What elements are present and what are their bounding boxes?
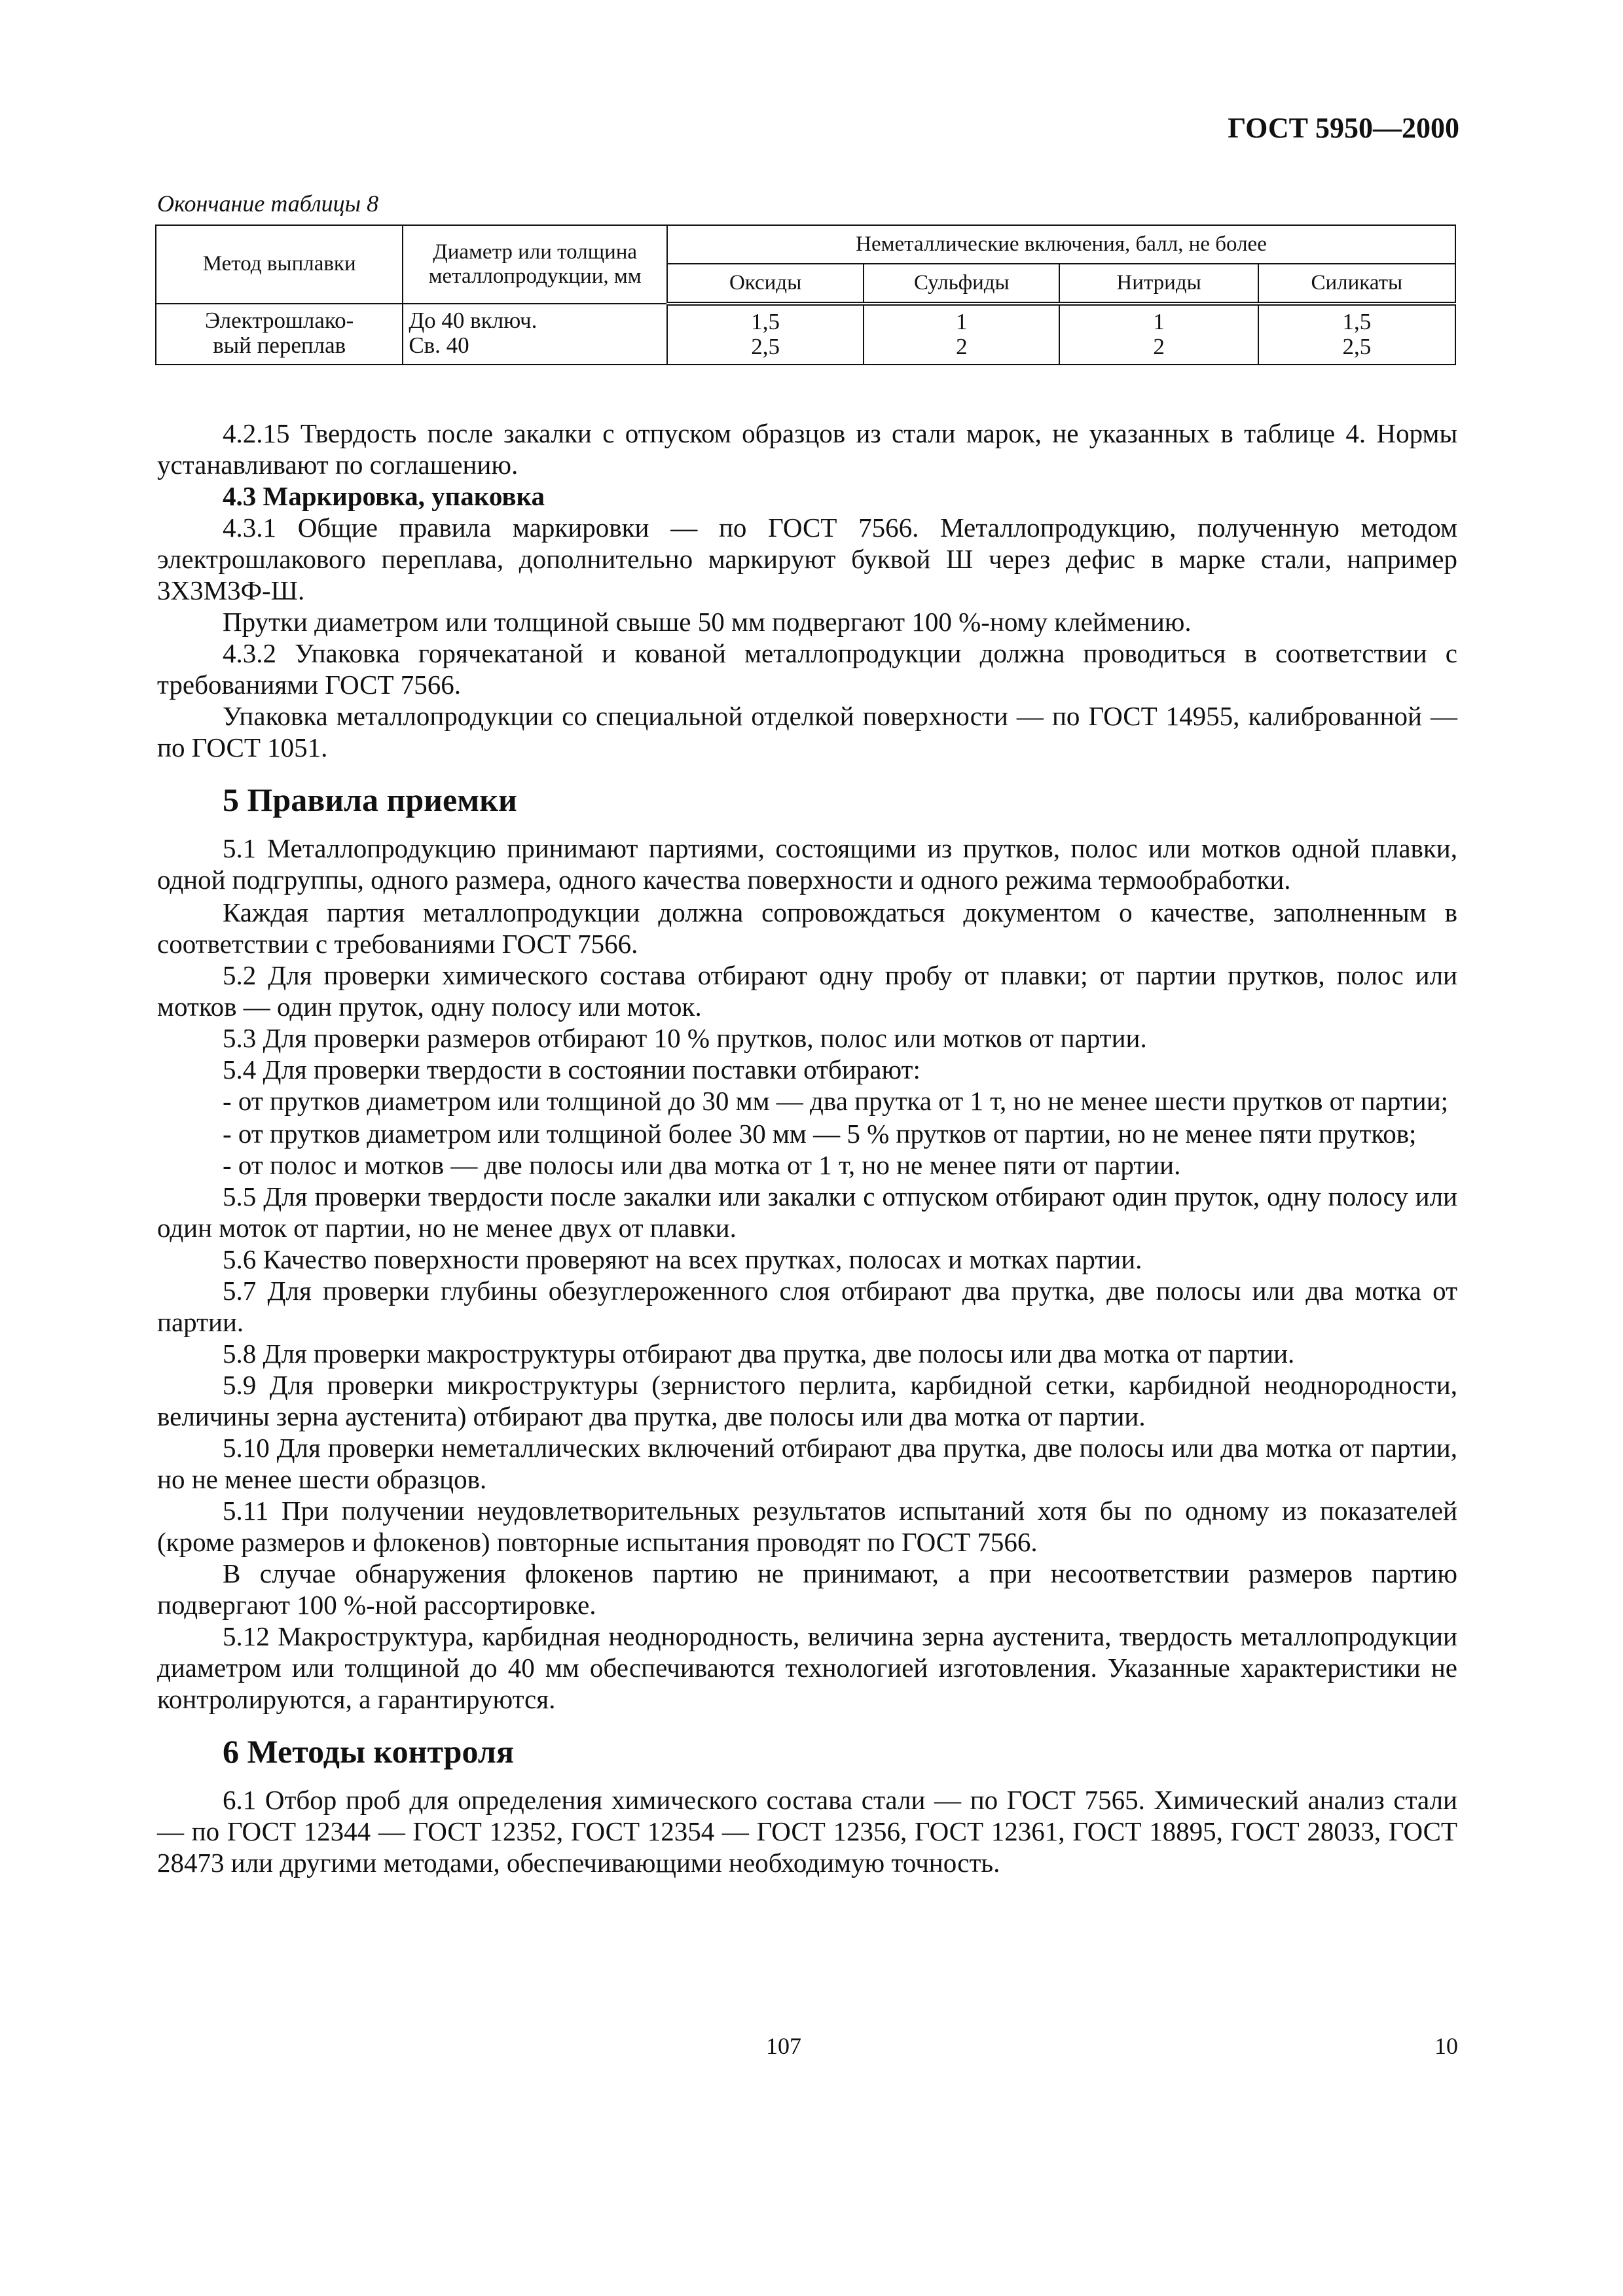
- header-diameter: Диаметр или толщина металлопродукции, мм: [403, 225, 667, 304]
- header-inclusions: Неметаллические включения, балл, не более: [667, 225, 1455, 264]
- header-silicates: Силикаты: [1258, 264, 1455, 304]
- value: 1: [1153, 308, 1165, 334]
- value: 1,5: [1342, 308, 1372, 334]
- value: 2,5: [751, 334, 780, 360]
- diameter-line: До 40 включ.: [409, 307, 538, 333]
- document-body: [157, 418, 1457, 1878]
- header-method: Метод выплавки: [156, 225, 403, 304]
- paragraph-4-2-15: 4.2.15 Твердость после закалки с отпуском образцов из стали марок, не указанных в таблице 4. Нормы устанавливают по соглашению.: [157, 418, 1457, 480]
- cell-sulfides: [864, 304, 1059, 365]
- cell-silicates: [1258, 304, 1455, 365]
- standard-number: ГОСТ 5950—2000: [1228, 112, 1459, 144]
- method-line: Электрошлако-: [205, 307, 354, 333]
- page-number-center: 107: [766, 2033, 801, 2059]
- list-item: - от прутков диаметром или толщиной до 30 мм — два прутка от 1 т, но не менее шести прутков от партии;: [223, 1086, 1449, 1116]
- paragraph-5-3: 5.3 Для проверки размеров отбирают 10 % прутков, полос или мотков от партии.: [223, 1023, 1147, 1053]
- table-8: [155, 224, 1456, 365]
- paragraph-5-12: 5.12 Макроструктура, карбидная неоднородность, величина зерна аустенита, твердость металлопродукции диаметром или толщиной до 40 мм обеспечиваются технологией изготовления. Указанные характеристики не контролируются, а гарантируются.: [157, 1621, 1457, 1714]
- paragraph-5-6: 5.6 Качество поверхности проверяют на всех прутках, полосах и мотках партии.: [223, 1244, 1142, 1274]
- list-item: - от прутков диаметром или толщиной более 30 мм — 5 % прутков от партии, но не менее пяти прутков;: [223, 1119, 1417, 1149]
- value: 1,5: [751, 308, 780, 334]
- header-oxides: Оксиды: [667, 264, 864, 304]
- method-line: вый переплав: [213, 332, 346, 359]
- paragraph-4-3-2: 4.3.2 Упаковка горячекатаной и кованой металлопродукции должна проводиться в соответствии с требованиями ГОСТ 7566.: [157, 638, 1457, 700]
- paragraph-5-11: 5.11 При получении неудовлетворительных результатов испытаний хотя бы по одному из показателей (кроме размеров и флокенов) повторные испытания проводят по ГОСТ 7566.: [157, 1496, 1457, 1557]
- value: 2: [956, 334, 968, 360]
- value: 1: [956, 308, 968, 334]
- paragraph-6-1: 6.1 Отбор проб для определения химического состава стали — по ГОСТ 7565. Химический анализ стали — по ГОСТ 12344 — ГОСТ 12352, ГОСТ 12354 — ГОСТ 12356, ГОСТ 12361, ГОСТ 18895, ГОСТ 28033, ГОСТ 28473 или другими методами, обеспечивающими необходимую точность.: [157, 1785, 1457, 1878]
- paragraph-5-9: 5.9 Для проверки микроструктуры (зернистого перлита, карбидной сетки, карбидной неоднородности, величины зерна аустенита) отбирают два прутка, две полосы или два мотка от партии.: [157, 1370, 1457, 1431]
- paragraph-4-3-1: 4.3.1 Общие правила маркировки — по ГОСТ 7566. Металлопродукцию, полученную методом электрошлакового переплава, дополнительно маркируют буквой Ш через дефис в марке стали, например 3Х3М3Ф-Ш.: [157, 512, 1457, 605]
- paragraph-5-7: 5.7 Для проверки глубины обезуглероженного слоя отбирают два прутка, две полосы или два мотка от партии.: [157, 1276, 1457, 1337]
- cell-method: [156, 304, 403, 365]
- cell-diameter: [403, 304, 667, 365]
- value: 2,5: [1342, 334, 1372, 360]
- paragraph-5-2: 5.2 Для проверки химического состава отбирают одну пробу от плавки; от партии прутков, полос или мотков — один пруток, одну полосу или моток.: [157, 960, 1457, 1022]
- section-heading-6: 6 Методы контроля: [223, 1733, 514, 1770]
- section-heading-5: 5 Правила приемки: [223, 781, 517, 818]
- paragraph-5-5: 5.5 Для проверки твердости после закалки или закалки с отпуском отбирают один пруток, одну полосу или один моток от партии, но не менее двух от плавки.: [157, 1181, 1457, 1243]
- paragraph: Прутки диаметром или толщиной свыше 50 мм подвергают 100 %-ному клеймению.: [223, 607, 1192, 637]
- table-caption: Окончание таблицы 8: [157, 190, 379, 217]
- cell-nitrides: [1059, 304, 1258, 365]
- header-nitrides: Нитриды: [1059, 264, 1258, 304]
- paragraph: В случае обнаружения флокенов партию не принимают, а при несоответствии размеров партию подвергают 100 %-ной рассортировке.: [157, 1558, 1457, 1620]
- cell-oxides: [667, 304, 864, 365]
- paragraph-5-4: 5.4 Для проверки твердости в состоянии поставки отбирают:: [223, 1054, 921, 1085]
- paragraph-5-8: 5.8 Для проверки макроструктуры отбирают два прутка, две полосы или два мотка от партии.: [223, 1338, 1295, 1369]
- paragraph-5-1: 5.1 Металлопродукцию принимают партиями, состоящими из прутков, полос или мотков одной плавки, одной подгруппы, одного размера, одного качества поверхности и одного режима термообработки.: [157, 833, 1457, 895]
- paragraph: Каждая партия металлопродукции должна сопровождаться документом о качестве, заполненным в соответствии с требованиями ГОСТ 7566.: [157, 897, 1457, 959]
- diameter-line: Св. 40: [409, 332, 469, 359]
- table-row: [156, 304, 1455, 365]
- paragraph-5-10: 5.10 Для проверки неметаллических включений отбирают два прутка, две полосы или два мотка от партии, но не менее шести образцов.: [157, 1433, 1457, 1494]
- header-sulfides: Сульфиды: [864, 264, 1059, 304]
- paragraph: Упаковка металлопродукции со специальной отделкой поверхности — по ГОСТ 14955, калиброванной — по ГОСТ 1051.: [157, 701, 1457, 762]
- list-item: - от полос и мотков — две полосы или два мотка от 1 т, но не менее пяти от партии.: [223, 1150, 1181, 1180]
- section-heading-4-3: 4.3 Маркировка, упаковка: [223, 481, 545, 511]
- page-number-right: 10: [1434, 2033, 1458, 2059]
- value: 2: [1153, 334, 1165, 360]
